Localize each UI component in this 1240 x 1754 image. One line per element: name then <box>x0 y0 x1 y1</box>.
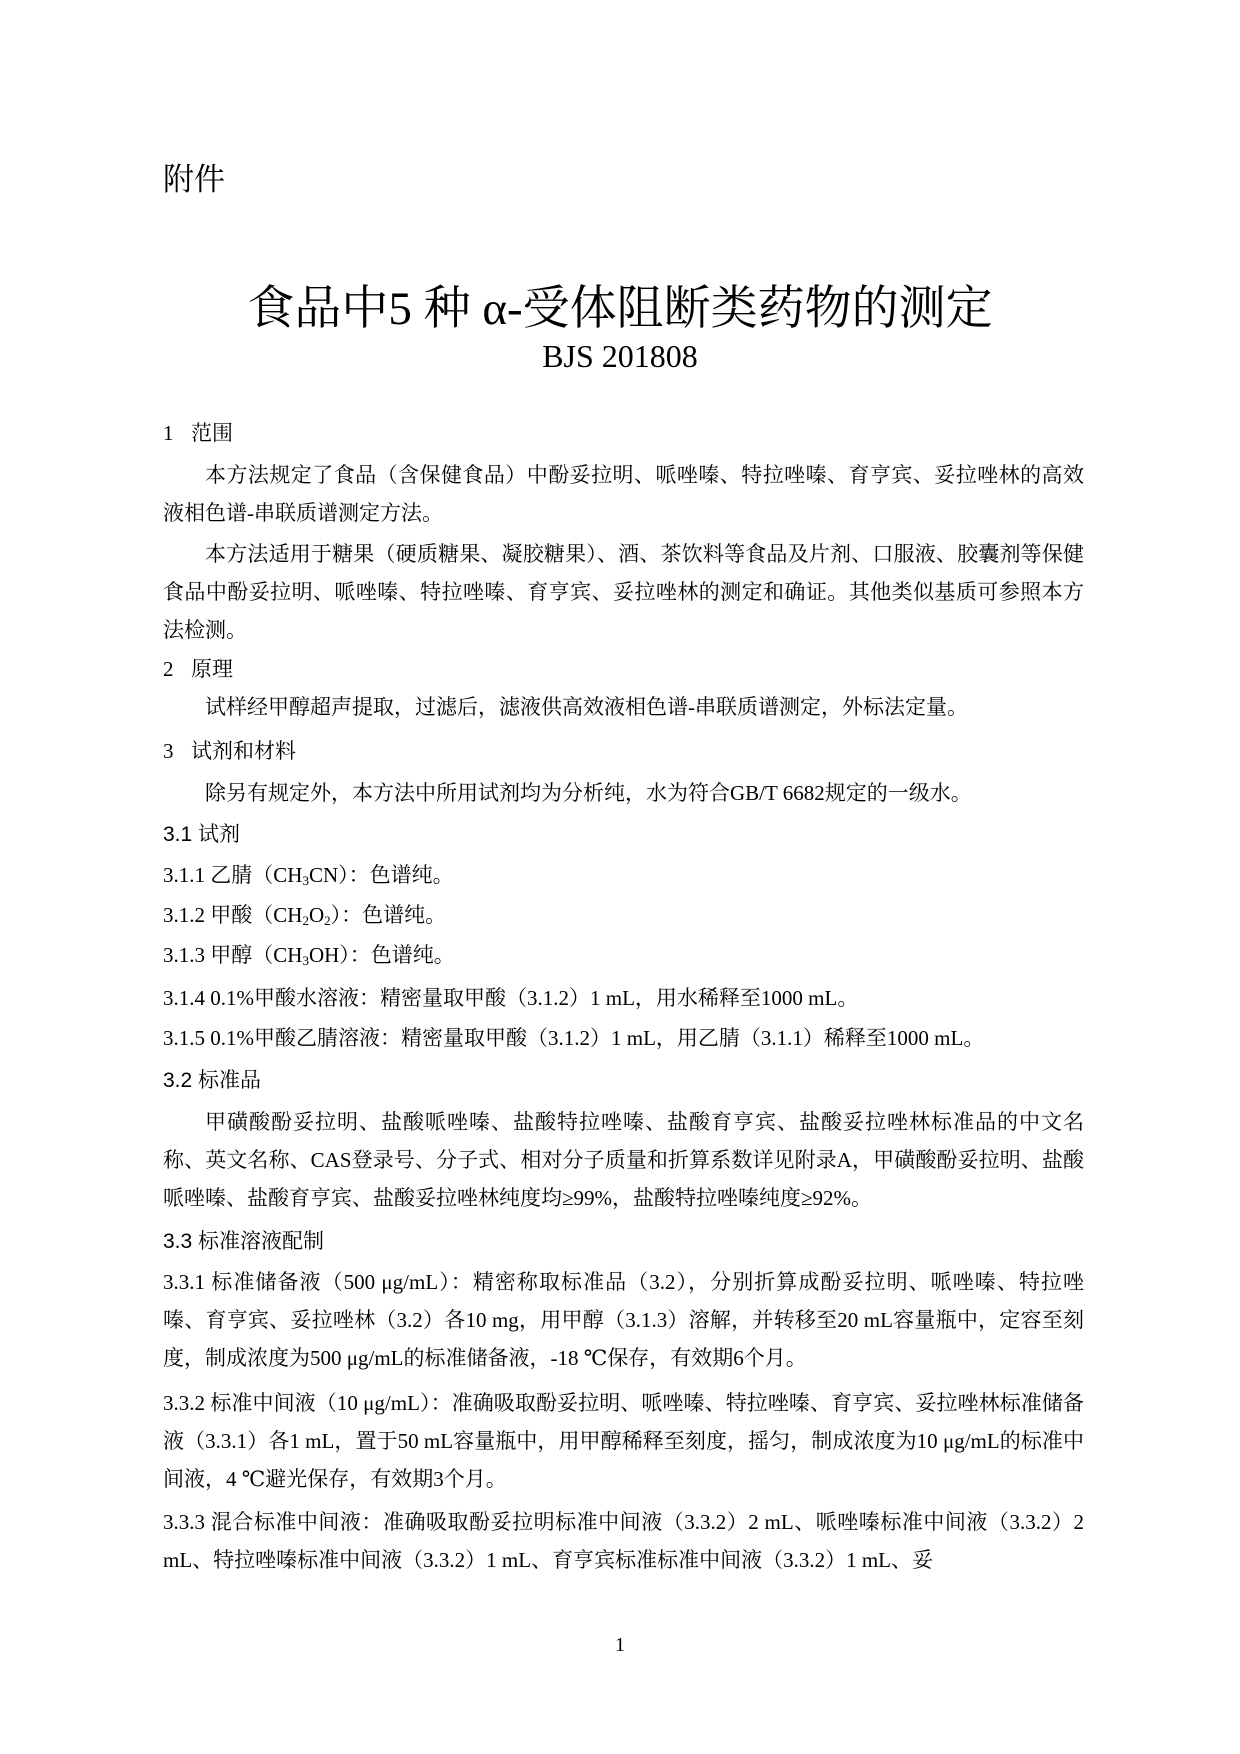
reagent-item-3-1-5: 3.1.5 0.1%甲酸乙腈溶液：精密量取甲酸（3.1.2）1 mL，用乙腈（3.1.1）稀释至1000 mL。 <box>163 1026 985 1050</box>
subscript: 3 <box>302 953 309 968</box>
subscript: 2 <box>302 913 309 928</box>
text: 3.1.2 甲酸（CH <box>163 903 303 927</box>
section-number: 1 <box>163 421 174 445</box>
page-number: 1 <box>615 1634 625 1656</box>
section-number: 2 <box>163 657 174 681</box>
text: ）：色谱纯。 <box>330 903 447 927</box>
section-1-paragraph-2: 本方法适用于糖果（硬质糖果、凝胶糖果）、酒、茶饮料等食品及片剂、口服液、胶囊剂等保健食品中酚妥拉明、哌唑嗪、特拉唑嗪、育亨宾、妥拉唑林的测定和确证。其他类似基质可参照本方法检测。 <box>163 542 1084 642</box>
section-3-1-heading: 3.1 试剂 <box>163 823 241 846</box>
section-1-paragraph-1: 本方法规定了食品（含保健食品）中酚妥拉明、哌唑嗪、特拉唑嗪、育亨宾、妥拉唑林的高效液相色谱-串联质谱测定方法。 <box>163 463 1084 525</box>
reagent-item-3-1-4: 3.1.4 0.1%甲酸水溶液：精密量取甲酸（3.1.2）1 mL，用水稀释至1000 mL。 <box>163 986 859 1010</box>
text: O <box>308 903 325 927</box>
text: CN）：色谱纯。 <box>308 863 454 887</box>
reagent-item-3-1-1 <box>163 856 1084 894</box>
section-title: 原理 <box>191 658 233 681</box>
title-part: 食品中 <box>247 281 389 334</box>
title-part: 5 <box>388 283 412 335</box>
section-3-2-paragraph: 甲磺酸酚妥拉明、盐酸哌唑嗪、盐酸特拉唑嗪、盐酸育亨宾、盐酸妥拉唑林标准品的中文名称、英文名称、CAS登录号、分子式、相对分子质量和折算系数详见附录A，甲磺酸酚妥拉明、盐酸哌唑嗪、盐酸育亨宾、盐酸妥拉唑林纯度均≥99%，盐酸特拉唑嗪纯度≥92%。 <box>163 1110 1084 1210</box>
text: 3.1.3 甲醇（CH <box>163 943 303 967</box>
solution-item-3-3-3: 3.3.3 混合标准中间液：准确吸取酚妥拉明标准中间液（3.3.2）2 mL、哌唑嗪标准中间液（3.3.2）2 mL、特拉唑嗪标准中间液（3.3.2）1 mL、育亨宾标准标准中间液（3.3.2）1 mL、妥 <box>163 1510 1084 1572</box>
section-3-3-heading: 3.3 标准溶液配制 <box>163 1230 325 1253</box>
title-part: α- <box>482 283 523 335</box>
section-title: 试剂和材料 <box>191 740 296 763</box>
section-1-heading <box>163 414 1084 453</box>
standard-code: BJS 201808 <box>542 338 698 374</box>
reagent-item-3-1-2 <box>163 896 1084 934</box>
document-title <box>0 278 1240 339</box>
section-number: 3 <box>163 739 174 763</box>
solution-item-3-3-2: 3.3.2 标准中间液（10 μg/mL）：准确吸取酚妥拉明、哌唑嗪、特拉唑嗪、育亨宾、妥拉唑林标准储备液（3.3.1）各1 mL，置于50 mL容量瓶中，用甲醇稀释至刻度，摇匀，制成浓度为10 μg/mL的标准中间液，4 ℃避光保存，有效期3个月。 <box>163 1391 1084 1491</box>
section-3-paragraph: 除另有规定外，本方法中所用试剂均为分析纯，水为符合GB/T 6682规定的一级水。 <box>205 781 972 805</box>
text: OH）：色谱纯。 <box>308 943 455 967</box>
section-title: 范围 <box>191 422 233 445</box>
section-3-2-heading: 3.2 标准品 <box>163 1069 262 1092</box>
section-2-paragraph: 试样经甲醇超声提取，过滤后，滤液供高效液相色谱-串联质谱测定，外标法定量。 <box>205 695 968 719</box>
section-2-heading <box>163 650 1084 689</box>
subscript: 2 <box>324 913 331 928</box>
attachment-label: 附件 <box>163 162 225 197</box>
section-3-heading <box>163 732 1084 771</box>
title-part: 受体阻断类药物的测定 <box>522 281 993 334</box>
reagent-item-3-1-3 <box>163 936 1084 974</box>
solution-item-3-3-1: 3.3.1 标准储备液（500 μg/mL）：精密称取标准品（3.2），分别折算成酚妥拉明、哌唑嗪、特拉唑嗪、育亨宾、妥拉唑林（3.2）各10 mg，用甲醇（3.1.3）溶解，并转移至20 mL容量瓶中，定容至刻度，制成浓度为500 μg/mL的标准储备液，-18 ℃保存，有效期6个月。 <box>163 1270 1084 1370</box>
subscript: 3 <box>302 873 309 888</box>
title-part: 种 <box>423 281 471 334</box>
text: 3.1.1 乙腈（CH <box>163 863 303 887</box>
